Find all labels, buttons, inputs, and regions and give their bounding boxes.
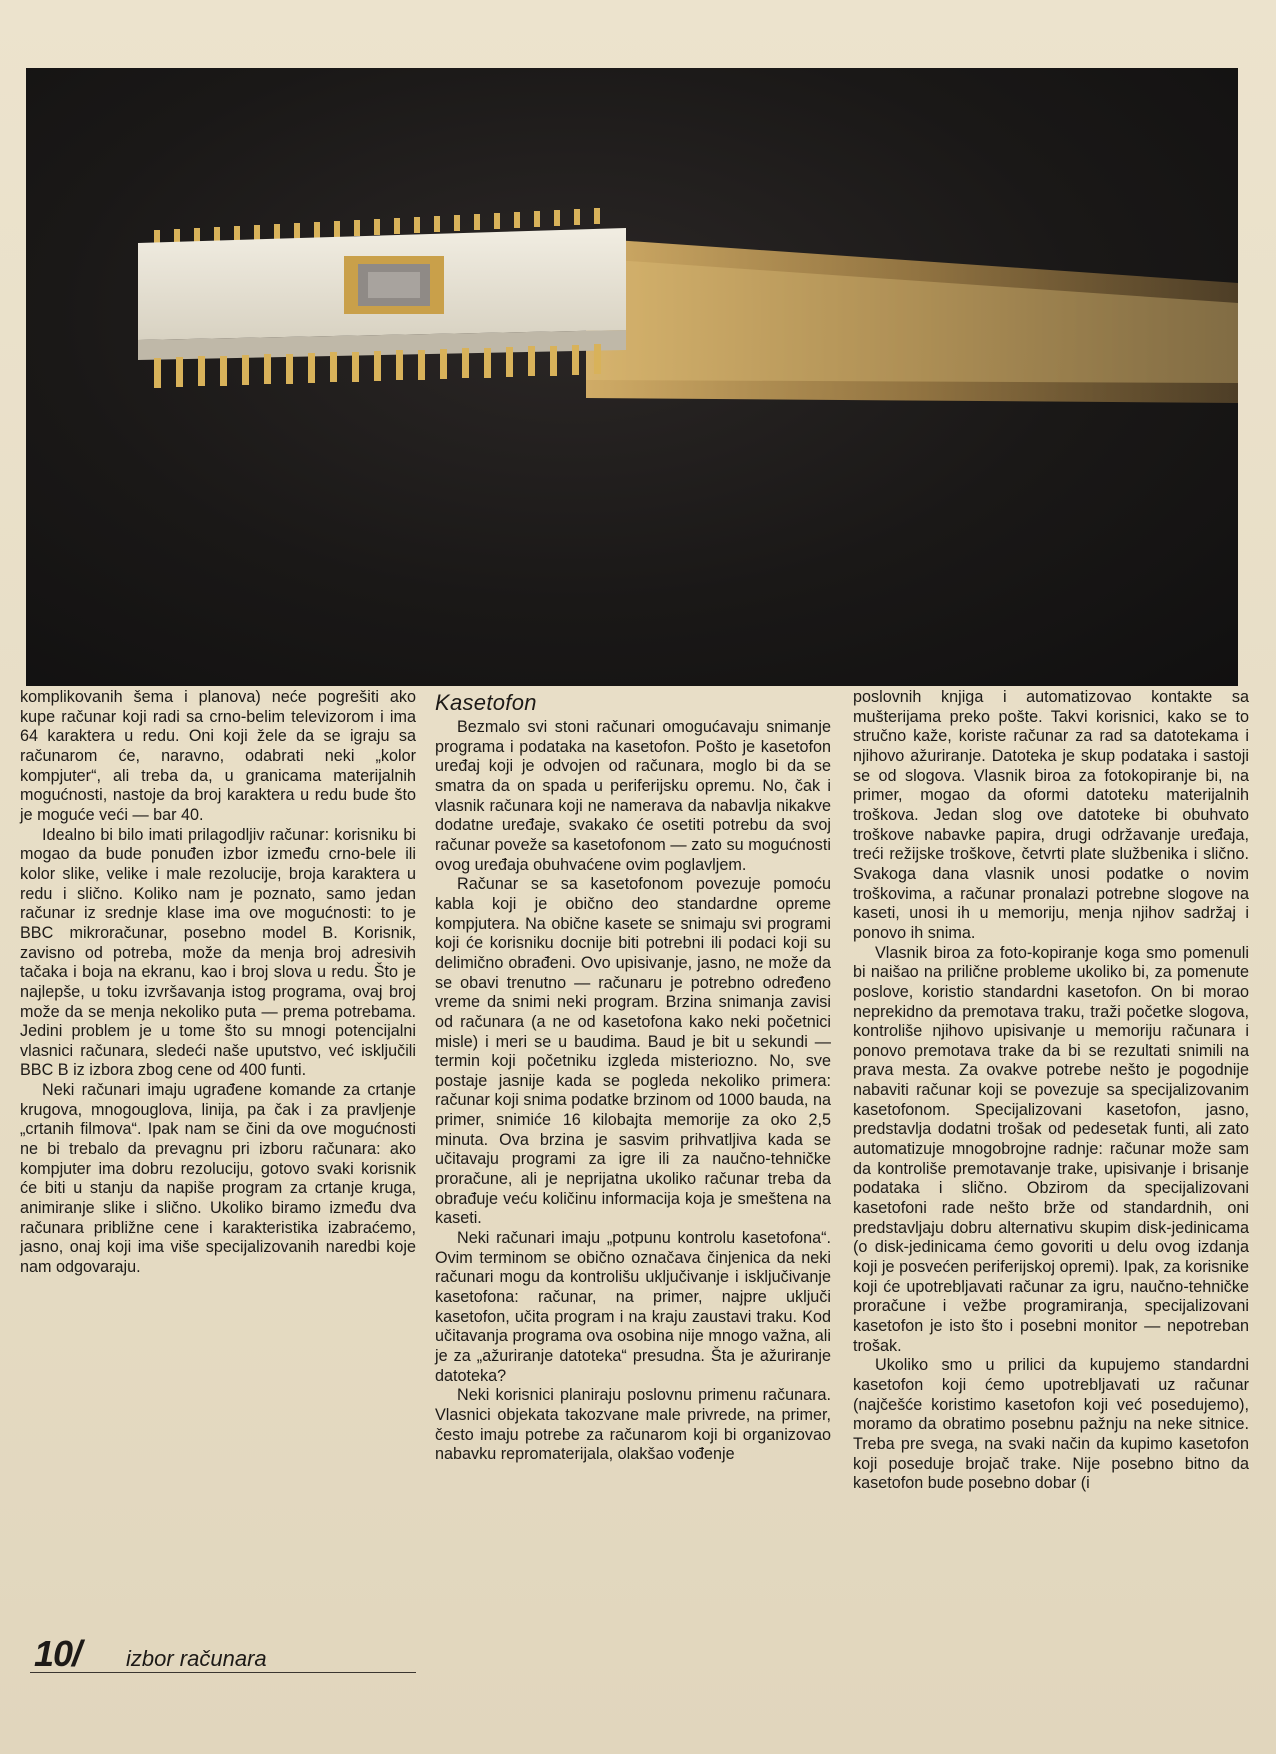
paragraph: Neki korisnici planiraju poslovnu primenu računara. Vlasnici objekata takozvane male privrede, na primer, često imaju potrebe za računarom koji bi organizovao nabavku repromaterijala, olakšao vođenje xyxy=(435,1386,831,1464)
chip-icon xyxy=(26,68,1238,686)
paragraph: Neki računari imaju ugrađene komande za crtanje krugova, mnogouglova, linija, pa čak i za pravljenje „crtanih filmova“. Ipak nam se čini da ove mogućnosti ne bi trebalo da prevagnu pri izboru računara: ako kompjuter ima dobru rezoluciju, gotovo svaki korisnik će biti u stanju da napiše program za crtanje kruga, animiranje slike i slično. Ukoliko biramo između dva računara približne cene i karakteristika izabraćemo, jasno, onaj koji ima više specijalizovanih naredbi koje nam odgovaraju. xyxy=(20,1081,416,1277)
paragraph: Ukoliko smo u prilici da kupujemo standardni kasetofon koji ćemo upotrebljavati uz računar (najčešće koristimo kasetofon koji već posedujemo), moramo da obratimo posebnu pažnju na neke sitnice. Treba pre svega, na svaki način da kupimo kasetofon koji poseduje brojač trake. Nije posebno bitno da kasetofon bude posebno dobar (i xyxy=(853,1356,1249,1493)
page-number: 10/ xyxy=(34,1633,82,1674)
column-3 xyxy=(853,688,1249,1494)
paragraph: komplikovanih šema i planova) neće pogrešiti ako kupe računar koji radi sa crno-belim televizorom i ima 64 karaktera u redu. Oni koji žele da se igraju sa računarom će, naravno, odabrati neki „kolor kompjuter“, ali treba da, u granicama materijalnih mogućnosti, nastoje da broj karaktera u redu bude što je moguće veći — bar 40. xyxy=(20,688,416,824)
paragraph: Idealno bi bilo imati prilagodljiv računar: korisniku bi mogao da bude ponuđen izbor između crno-bele ili kolor slike, velike i male rezolucije, broja karaktera u redu i slično. Koliko nam je poznato, samo jedan računar iz srednje klase ima ove mogućnosti: to je BBC mikroračunar, posebno model B. Korisnik, zavisno od potreba, može da menja broj adresivih tačaka i boja na ekranu, kao i broj slova u redu. Što je najlepše, u toku izvršavanja istog programa, ovaj broj može da se menja nekoliko puta — prema potrebama. Jedini problem je u tome što su mnogi potencijalni vlasnici računara, sledeći naše uputstvo, već isključili BBC B iz izbora zbog cene od 400 funti. xyxy=(20,825,416,1080)
section-heading: Kasetofon xyxy=(435,690,537,715)
section-title: izbor računara xyxy=(126,1646,267,1671)
paragraph: Bezmalo svi stoni računari omogućavaju snimanje programa i podataka na kasetofon. Pošto je kasetofon uređaj koji je odvojen od računara, moglo bi da se smatra da on spada u periferijsku opremu. No, čak i vlasnik računara koji ne namerava da nabavlja nikakve dodatne uređaje, svakako će osetiti potrebu da svoj računar poveže sa kasetofonom — zato su mogućnosti ovog uređaja obuhvaćene ovim poglavljem. xyxy=(435,718,831,874)
chip-photo xyxy=(26,68,1238,686)
column-1 xyxy=(20,688,416,1278)
paragraph: poslovnih knjiga i automatizovao kontakte sa mušterijama preko pošte. Takvi korisnici, kako se to stručno kaže, koriste računar za rad sa datotekama i njihovo ažuriranje. Datoteka je skup podataka i sastoji se od slogova. Vlasnik biroa za fotokopiranje bi, na primer, mogao da oformi datoteku materijalnih troškova. Jedan slog ove datoteke bi obuhvato troškove nabavke papira, drugi održavanje uređaja, treći režijske troškove, četvrti plate službenika i slično. Svakoga dana vlasnik unosi podatke o novim troškovima, a računar pronalazi potrebne slogove na kaseti, unosi ih u memoriju, menja njihov sadržaj i ponovo ih snima. xyxy=(853,688,1249,942)
column-2 xyxy=(435,688,831,1465)
paragraph: Računar se sa kasetofonom povezuje pomoću kabla koji je obično deo standardne opreme kompjutera. Na obične kasete se snimaju svi programi koji će korisniku docnije biti potrebni ili podaci koji su delimično obrađeni. Ovo upisivanje, jasno, ne može da se obavi trenutno — računaru je potrebno određeno vreme da snimi neki program. Brzina snimanja zavisi od računara (a ne od kasetofona kako neki početnici misle) i meri se u baudima. Baud je bit u sekundi — termin koji početniku izgleda misteriozno. No, sve postaje jasnije kada se pogleda nekoliko primera: računar koji snima podatke brzinom od 1000 bauda, na primer, snimiće 16 kilobajta memorije za oko 2,5 minuta. Ova brzina je sasvim prihvatljiva kada se učitavaju programi za igre ili za naučno-tehničke proračune, ali je neprijatna ukoliko računar treba da obrađuje veću količinu informacija koja je smeštena na kaseti. xyxy=(435,875,831,1228)
paragraph: Vlasnik biroa za foto-kopiranje koga smo pomenuli bi naišao na prilične probleme ukoliko bi, za pomenute poslove, koristio standardni kasetofon. On bi morao neprekidno da premotava traku, traži početke slogova, kontroliše njihovo upisivanje u memoriju računara i ponovo premotava trake da bi se rezultati snimili na prava mesta. Za ovakve potrebe nešto je pogodnije nabaviti računar koji se povezuje sa specijalizovanim kasetofonom. Specijalizovani kasetofon, jasno, predstavlja dodatni trošak od pedesetak funti, ali zato automatizuje mnogobrojne radnje: računar može sam da kontroliše premotavanje trake, upisivanje i brisanje podataka i slično. Obzirom da specijalizovani kasetofoni rade nešto brže od standardnih, oni predstavljaju dobru alternativu skupim disk-jedinicama (o disk-jedinicama ćemo govoriti u delu ovog izdanja koji je posvećen periferijskoj opremi). Ipak, za korisnike koji će upotrebljavati računar za igru, naučno-tehničke proračune i vežbe programiranja, specijalizovani kasetofon je isto što i posebni monitor — nepotreban trošak. xyxy=(853,943,1249,1355)
paragraph: Neki računari imaju „potpunu kontrolu kasetofona“. Ovim terminom se obično označava činjenica da neki računari mogu da kontrolišu uključivanje i isključivanje kasetofona: računar, na primer, najpre uključi kasetofon, učita program i na kraju zaustavi traku. Kod učitavanja programa ova osobina nije mnogo važna, ali je za „ažuriranje datoteka“ presudna. Šta je ažuriranje datoteka? xyxy=(435,1229,831,1385)
page-footer xyxy=(30,1632,416,1673)
